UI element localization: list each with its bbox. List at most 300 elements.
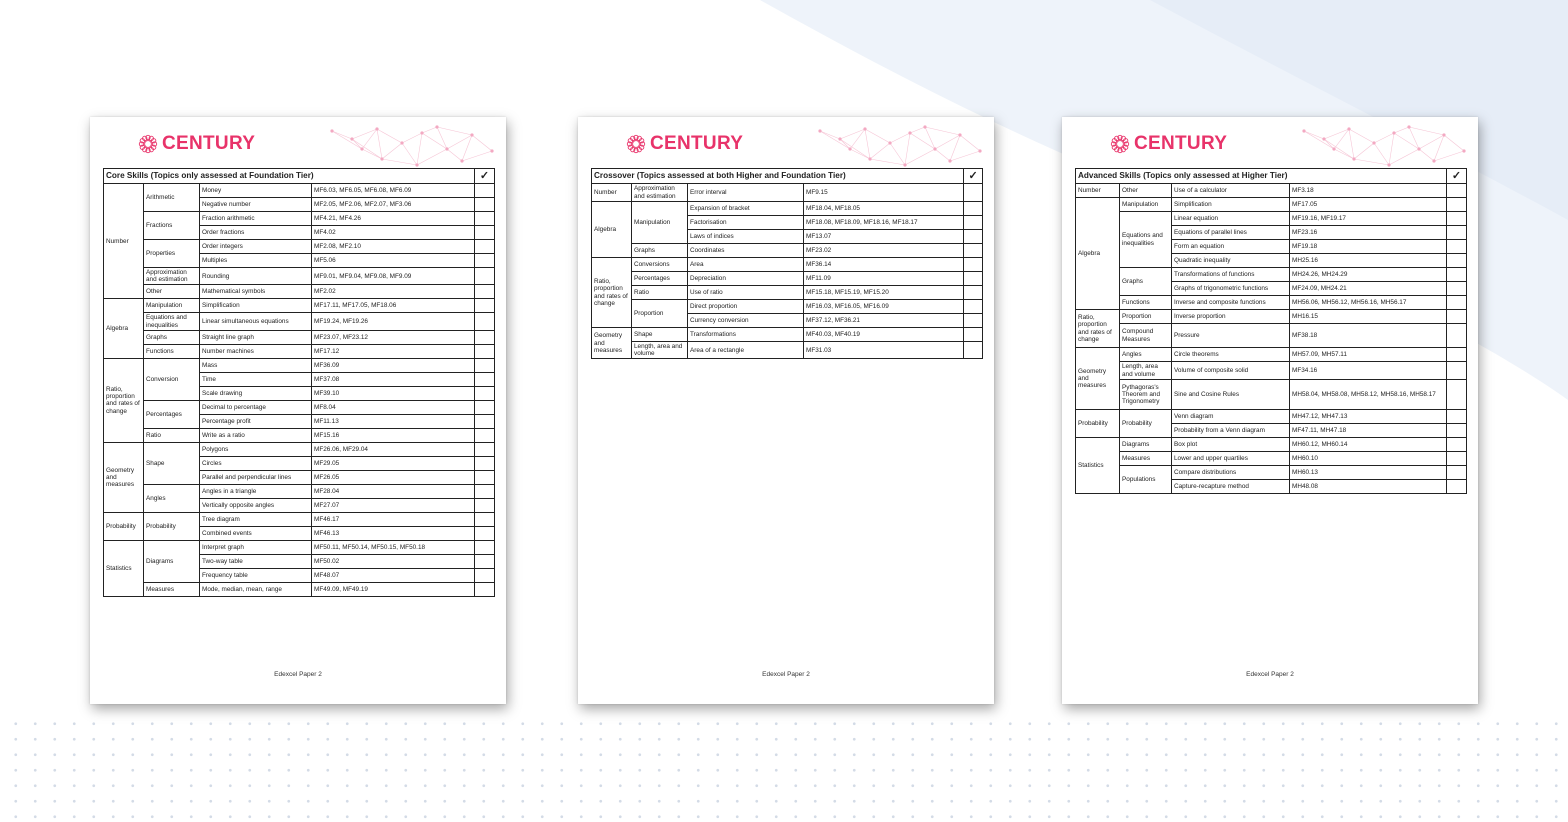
tick-checkbox-cell[interactable] <box>1447 198 1467 212</box>
topic-cell: Measures <box>1120 452 1172 466</box>
strand-cell: Probability <box>104 512 144 540</box>
skill-cell: Linear simultaneous equations <box>200 313 312 330</box>
page-footer: Edexcel Paper 2 <box>1246 671 1294 678</box>
code-cell: MF6.03, MF6.05, MF6.08, MF6.09 <box>312 184 475 198</box>
code-cell: MF13.07 <box>804 230 964 244</box>
tick-checkbox-cell[interactable] <box>964 258 983 272</box>
table-row <box>104 268 495 285</box>
code-cell: MF17.05 <box>1290 198 1447 212</box>
skill-cell: Direct proportion <box>688 300 804 314</box>
skill-cell: Interpret graph <box>200 540 312 554</box>
code-cell: MF50.11, MF50.14, MF50.15, MF50.18 <box>312 540 475 554</box>
table-row <box>1076 324 1467 348</box>
skill-cell: Box plot <box>1172 438 1290 452</box>
century-logo <box>626 133 743 155</box>
tick-checkbox-cell[interactable] <box>964 230 983 244</box>
code-cell: MF26.05 <box>312 470 475 484</box>
topic-cell: Graphs <box>144 330 200 344</box>
code-cell: MH24.26, MH24.29 <box>1290 268 1447 282</box>
strand-cell: Number <box>1076 184 1120 198</box>
skill-cell: Factorisation <box>688 216 804 230</box>
code-cell: MH60.10 <box>1290 452 1447 466</box>
topic-cell: Manipulation <box>632 202 688 244</box>
topic-cell: Length, area and volume <box>632 342 688 359</box>
code-cell: MF16.03, MF16.05, MF16.09 <box>804 300 964 314</box>
strand-cell: Geometry and measures <box>1076 348 1120 410</box>
skill-cell: Linear equation <box>1172 212 1290 226</box>
topic-cell: Ratio <box>144 428 200 442</box>
topic-cell: Approximation and estimation <box>144 268 200 285</box>
topic-cell: Graphs <box>632 244 688 258</box>
skill-cell: Time <box>200 372 312 386</box>
tick-checkbox-cell[interactable] <box>475 212 495 226</box>
tick-checkbox-cell[interactable] <box>964 272 983 286</box>
century-logo-icon <box>626 134 646 154</box>
skill-cell: Pressure <box>1172 324 1290 348</box>
code-cell: MH25.16 <box>1290 254 1447 268</box>
skill-cell: Expansion of bracket <box>688 202 804 216</box>
code-cell: MF2.02 <box>312 285 475 299</box>
topic-cell: Angles <box>144 484 200 512</box>
skill-cell: Graphs of trigonometric functions <box>1172 282 1290 296</box>
topic-cell: Equations and inequalities <box>144 313 200 330</box>
strand-cell: Ratio, proportion and rates of change <box>1076 310 1120 348</box>
code-cell: MF39.10 <box>312 386 475 400</box>
table-row <box>592 286 983 300</box>
strand-cell: Algebra <box>592 202 632 258</box>
tick-checkbox-cell[interactable] <box>475 456 495 470</box>
skill-cell: Mathematical symbols <box>200 285 312 299</box>
code-cell: MF49.09, MF49.19 <box>312 582 475 596</box>
century-logo-icon <box>1110 134 1130 154</box>
table-row <box>592 328 983 342</box>
tick-header: ✓ <box>475 169 495 184</box>
code-cell: MF23.02 <box>804 244 964 258</box>
code-cell: MF34.16 <box>1290 362 1447 380</box>
topic-cell: Functions <box>144 344 200 358</box>
table-title: Crossover (Topics assessed at both Higher and Foundation Tier) <box>592 169 964 184</box>
strand-cell: Ratio, proportion and rates of change <box>592 258 632 328</box>
skill-cell: Sine and Cosine Rules <box>1172 380 1290 410</box>
table-row <box>1076 184 1467 198</box>
topic-cell: Conversion <box>144 358 200 400</box>
tick-checkbox-cell[interactable] <box>964 314 983 328</box>
tick-checkbox-cell[interactable] <box>475 414 495 428</box>
skill-cell: Venn diagram <box>1172 410 1290 424</box>
tick-header: ✓ <box>964 169 983 184</box>
strand-cell: Ratio, proportion and rates of change <box>104 358 144 442</box>
strand-cell: Probability <box>1076 410 1120 438</box>
code-cell: MF24.09, MH24.21 <box>1290 282 1447 296</box>
century-logo <box>1110 133 1227 155</box>
tick-checkbox-cell[interactable] <box>1447 324 1467 348</box>
table-row <box>592 258 983 272</box>
tick-checkbox-cell[interactable] <box>475 268 495 285</box>
tick-checkbox-cell[interactable] <box>475 428 495 442</box>
topic-cell: Manipulation <box>1120 198 1172 212</box>
skill-cell: Circles <box>200 456 312 470</box>
code-cell: MF36.14 <box>804 258 964 272</box>
topic-cell: Proportion <box>632 300 688 328</box>
code-cell: MF27.07 <box>312 498 475 512</box>
tick-checkbox-cell[interactable] <box>964 286 983 300</box>
table-row <box>104 512 495 526</box>
skill-cell: Write as a ratio <box>200 428 312 442</box>
topic-cell: Length, area and volume <box>1120 362 1172 380</box>
table-row <box>104 330 495 344</box>
tick-checkbox-cell[interactable] <box>1447 254 1467 268</box>
code-cell: MF28.04 <box>312 484 475 498</box>
topic-cell: Proportion <box>1120 310 1172 324</box>
topic-cell: Probability <box>144 512 200 540</box>
code-cell: MF5.06 <box>312 254 475 268</box>
skill-cell: Scale drawing <box>200 386 312 400</box>
tick-checkbox-cell[interactable] <box>475 285 495 299</box>
tick-checkbox-cell[interactable] <box>1447 268 1467 282</box>
table-row <box>1076 198 1467 212</box>
skill-cell: Two-way table <box>200 554 312 568</box>
tick-checkbox-cell[interactable] <box>1447 452 1467 466</box>
table-row <box>104 428 495 442</box>
dot-pattern <box>0 712 1568 822</box>
skill-cell: Fraction arithmetic <box>200 212 312 226</box>
tick-checkbox-cell[interactable] <box>475 512 495 526</box>
strand-cell: Number <box>592 184 632 202</box>
tick-checkbox-cell[interactable] <box>475 299 495 313</box>
code-cell: MF4.21, MF4.26 <box>312 212 475 226</box>
tick-checkbox-cell[interactable] <box>475 184 495 198</box>
tick-checkbox-cell[interactable] <box>1447 348 1467 362</box>
table-row <box>592 244 983 258</box>
table-row <box>1076 466 1467 480</box>
century-logo <box>138 133 255 155</box>
tick-checkbox-cell[interactable] <box>475 330 495 344</box>
topic-cell: Other <box>1120 184 1172 198</box>
topic-cell: Shape <box>632 328 688 342</box>
tick-checkbox-cell[interactable] <box>1447 310 1467 324</box>
code-cell: MF23.16 <box>1290 226 1447 240</box>
tick-checkbox-cell[interactable] <box>1447 212 1467 226</box>
skill-cell: Probability from a Venn diagram <box>1172 424 1290 438</box>
code-cell: MF38.18 <box>1290 324 1447 348</box>
topic-cell: Functions <box>1120 296 1172 310</box>
topic-cell: Conversions <box>632 258 688 272</box>
tick-checkbox-cell[interactable] <box>475 372 495 386</box>
skill-cell: Polygons <box>200 442 312 456</box>
topic-cell: Pythagoras's Theorem and Trigonometry <box>1120 380 1172 410</box>
skill-cell: Money <box>200 184 312 198</box>
worksheet-page <box>578 117 994 704</box>
topic-cell: Other <box>144 285 200 299</box>
worksheet-page <box>90 117 506 704</box>
topic-cell: Percentages <box>144 400 200 428</box>
code-cell: MF48.07 <box>312 568 475 582</box>
code-cell: MF26.06, MF29.04 <box>312 442 475 456</box>
tick-header: ✓ <box>1447 169 1467 184</box>
tick-checkbox-cell[interactable] <box>475 568 495 582</box>
topic-cell: Manipulation <box>144 299 200 313</box>
tick-checkbox-cell[interactable] <box>475 344 495 358</box>
table-row <box>104 212 495 226</box>
topic-cell: Graphs <box>1120 268 1172 296</box>
code-cell: MF23.07, MF23.12 <box>312 330 475 344</box>
tick-checkbox-cell[interactable] <box>964 216 983 230</box>
topics-table <box>103 168 495 597</box>
topic-cell: Ratio <box>632 286 688 300</box>
tick-checkbox-cell[interactable] <box>475 526 495 540</box>
tick-checkbox-cell[interactable] <box>475 386 495 400</box>
skill-cell: Order fractions <box>200 226 312 240</box>
topic-cell: Properties <box>144 240 200 268</box>
table-row <box>1076 362 1467 380</box>
skill-cell: Error interval <box>688 184 804 202</box>
tick-checkbox-cell[interactable] <box>1447 480 1467 494</box>
table-row <box>1076 348 1467 362</box>
topics-table <box>591 168 983 359</box>
skill-cell: Area of a rectangle <box>688 342 804 359</box>
skill-cell: Form an equation <box>1172 240 1290 254</box>
strand-cell: Geometry and measures <box>104 442 144 512</box>
code-cell: MF19.18 <box>1290 240 1447 254</box>
code-cell: MF11.13 <box>312 414 475 428</box>
table-row <box>1076 410 1467 424</box>
strand-cell: Number <box>104 184 144 299</box>
tick-checkbox-cell[interactable] <box>964 300 983 314</box>
tick-checkbox-cell[interactable] <box>475 498 495 512</box>
table-row <box>104 344 495 358</box>
tick-checkbox-cell[interactable] <box>475 313 495 330</box>
skill-cell: Equations of parallel lines <box>1172 226 1290 240</box>
code-cell: MF31.03 <box>804 342 964 359</box>
skill-cell: Mode, median, mean, range <box>200 582 312 596</box>
table-row <box>104 184 495 198</box>
code-cell: MF9.15 <box>804 184 964 202</box>
skill-cell: Area <box>688 258 804 272</box>
table-row <box>104 240 495 254</box>
century-logo-text: CENTURY <box>650 133 744 154</box>
tick-checkbox-cell[interactable] <box>964 244 983 258</box>
table-row <box>104 540 495 554</box>
code-cell: MF4.02 <box>312 226 475 240</box>
skill-cell: Percentage profit <box>200 414 312 428</box>
tick-checkbox-cell[interactable] <box>1447 282 1467 296</box>
code-cell: MF15.18, MF15.19, MF15.20 <box>804 286 964 300</box>
tick-checkbox-cell[interactable] <box>475 582 495 596</box>
skill-cell: Order integers <box>200 240 312 254</box>
strand-cell: Statistics <box>104 540 144 596</box>
code-cell: MH60.12, MH60.14 <box>1290 438 1447 452</box>
code-cell: MF9.01, MF9.04, MF9.08, MF9.09 <box>312 268 475 285</box>
tick-checkbox-cell[interactable] <box>1447 424 1467 438</box>
skill-cell: Volume of composite solid <box>1172 362 1290 380</box>
skill-cell: Transformations of functions <box>1172 268 1290 282</box>
tick-checkbox-cell[interactable] <box>964 342 983 359</box>
skill-cell: Mass <box>200 358 312 372</box>
skill-cell: Negative number <box>200 198 312 212</box>
skill-cell: Circle theorems <box>1172 348 1290 362</box>
skill-cell: Parallel and perpendicular lines <box>200 470 312 484</box>
code-cell: MH16.15 <box>1290 310 1447 324</box>
skill-cell: Capture-recapture method <box>1172 480 1290 494</box>
tick-checkbox-cell[interactable] <box>475 358 495 372</box>
tick-checkbox-cell[interactable] <box>1447 226 1467 240</box>
code-cell: MF19.24, MF19.26 <box>312 313 475 330</box>
topic-cell: Shape <box>144 442 200 484</box>
skill-cell: Laws of indices <box>688 230 804 244</box>
code-cell: MH47.12, MH47.13 <box>1290 410 1447 424</box>
topic-cell: Compound Measures <box>1120 324 1172 348</box>
skill-cell: Number machines <box>200 344 312 358</box>
tick-checkbox-cell[interactable] <box>475 554 495 568</box>
topic-cell: Diagrams <box>144 540 200 582</box>
skill-cell: Decimal to percentage <box>200 400 312 414</box>
table-row <box>592 300 983 314</box>
code-cell: MF3.18 <box>1290 184 1447 198</box>
code-cell: MF18.08, MF18.09, MF18.16, MF18.17 <box>804 216 964 230</box>
skill-cell: Quadratic inequality <box>1172 254 1290 268</box>
table-row <box>1076 268 1467 282</box>
topic-cell: Populations <box>1120 466 1172 494</box>
skill-cell: Transformations <box>688 328 804 342</box>
tick-checkbox-cell[interactable] <box>964 184 983 202</box>
code-cell: MH48.08 <box>1290 480 1447 494</box>
skill-cell: Use of a calculator <box>1172 184 1290 198</box>
tick-checkbox-cell[interactable] <box>964 328 983 342</box>
tick-checkbox-cell[interactable] <box>964 202 983 216</box>
table-row <box>1076 380 1467 410</box>
table-title: Core Skills (Topics only assessed at Foundation Tier) <box>104 169 475 184</box>
skill-cell: Inverse and composite functions <box>1172 296 1290 310</box>
strand-cell: Algebra <box>1076 198 1120 310</box>
skill-cell: Simplification <box>1172 198 1290 212</box>
tick-checkbox-cell[interactable] <box>1447 240 1467 254</box>
topic-cell: Diagrams <box>1120 438 1172 452</box>
code-cell: MH60.13 <box>1290 466 1447 480</box>
code-cell: MF50.02 <box>312 554 475 568</box>
skill-cell: Vertically opposite angles <box>200 498 312 512</box>
code-cell: MF37.08 <box>312 372 475 386</box>
skill-cell: Angles in a triangle <box>200 484 312 498</box>
table-row <box>592 184 983 202</box>
table-row <box>104 400 495 414</box>
code-cell: MF17.12 <box>312 344 475 358</box>
table-row <box>592 272 983 286</box>
code-cell: MF2.08, MF2.10 <box>312 240 475 254</box>
table-title: Advanced Skills (Topics only assessed at Higher Tier) <box>1076 169 1447 184</box>
century-logo-text: CENTURY <box>1134 133 1228 154</box>
table-row <box>592 202 983 216</box>
tick-checkbox-cell[interactable] <box>475 240 495 254</box>
code-cell: MF8.04 <box>312 400 475 414</box>
code-cell: MF18.04, MF18.05 <box>804 202 964 216</box>
skill-cell: Depreciation <box>688 272 804 286</box>
code-cell: MF46.17 <box>312 512 475 526</box>
worksheet-page <box>1062 117 1478 704</box>
tick-checkbox-cell[interactable] <box>475 400 495 414</box>
code-cell: MF46.13 <box>312 526 475 540</box>
table-row <box>104 582 495 596</box>
code-cell: MF19.16, MF19.17 <box>1290 212 1447 226</box>
code-cell: MF36.09 <box>312 358 475 372</box>
tick-checkbox-cell[interactable] <box>475 254 495 268</box>
topics-table <box>1075 168 1467 494</box>
tick-checkbox-cell[interactable] <box>1447 296 1467 310</box>
tick-checkbox-cell[interactable] <box>475 442 495 456</box>
code-cell: MF37.12, MF36.21 <box>804 314 964 328</box>
tick-checkbox-cell[interactable] <box>475 470 495 484</box>
network-decoration <box>322 121 502 173</box>
table-row <box>104 484 495 498</box>
topic-cell: Percentages <box>632 272 688 286</box>
table-row <box>1076 438 1467 452</box>
table-row <box>104 442 495 456</box>
skill-cell: Use of ratio <box>688 286 804 300</box>
tick-checkbox-cell[interactable] <box>475 484 495 498</box>
tick-checkbox-cell[interactable] <box>1447 380 1467 410</box>
code-cell: MH56.06, MH56.12, MH56.16, MH56.17 <box>1290 296 1447 310</box>
skill-cell: Simplification <box>200 299 312 313</box>
skill-cell: Multiples <box>200 254 312 268</box>
table-row <box>104 285 495 299</box>
century-logo-icon <box>138 134 158 154</box>
strand-cell: Geometry and measures <box>592 328 632 359</box>
tick-checkbox-cell[interactable] <box>1447 438 1467 452</box>
topic-cell: Probability <box>1120 410 1172 438</box>
topic-cell: Measures <box>144 582 200 596</box>
table-row <box>1076 296 1467 310</box>
tick-checkbox-cell[interactable] <box>475 540 495 554</box>
topic-cell: Equations and inequalities <box>1120 212 1172 268</box>
skill-cell: Straight line graph <box>200 330 312 344</box>
skill-cell: Lower and upper quartiles <box>1172 452 1290 466</box>
page-footer: Edexcel Paper 2 <box>762 671 810 678</box>
skill-cell: Currency conversion <box>688 314 804 328</box>
table-row <box>1076 310 1467 324</box>
code-cell: MF47.11, MH47.18 <box>1290 424 1447 438</box>
tick-checkbox-cell[interactable] <box>1447 184 1467 198</box>
tick-checkbox-cell[interactable] <box>1447 410 1467 424</box>
code-cell: MF2.05, MF2.06, MF2.07, MF3.06 <box>312 198 475 212</box>
skill-cell: Rounding <box>200 268 312 285</box>
code-cell: MH57.09, MH57.11 <box>1290 348 1447 362</box>
code-cell: MF11.09 <box>804 272 964 286</box>
skill-cell: Frequency table <box>200 568 312 582</box>
tick-checkbox-cell[interactable] <box>475 198 495 212</box>
topic-cell: Fractions <box>144 212 200 240</box>
code-cell: MF17.11, MF17.05, MF18.06 <box>312 299 475 313</box>
table-row <box>592 342 983 359</box>
code-cell: MF40.03, MF40.19 <box>804 328 964 342</box>
tick-checkbox-cell[interactable] <box>475 226 495 240</box>
topic-cell: Arithmetic <box>144 184 200 212</box>
skill-cell: Coordinates <box>688 244 804 258</box>
strand-cell: Statistics <box>1076 438 1120 494</box>
tick-checkbox-cell[interactable] <box>1447 362 1467 380</box>
topic-cell: Angles <box>1120 348 1172 362</box>
skill-cell: Compare distributions <box>1172 466 1290 480</box>
table-row <box>104 358 495 372</box>
table-row <box>1076 212 1467 226</box>
tick-checkbox-cell[interactable] <box>1447 466 1467 480</box>
skill-cell: Inverse proportion <box>1172 310 1290 324</box>
network-decoration <box>1294 121 1474 173</box>
century-logo-text: CENTURY <box>162 133 256 154</box>
table-row <box>1076 452 1467 466</box>
table-row <box>104 299 495 313</box>
code-cell: MF15.16 <box>312 428 475 442</box>
strand-cell: Algebra <box>104 299 144 358</box>
skill-cell: Tree diagram <box>200 512 312 526</box>
